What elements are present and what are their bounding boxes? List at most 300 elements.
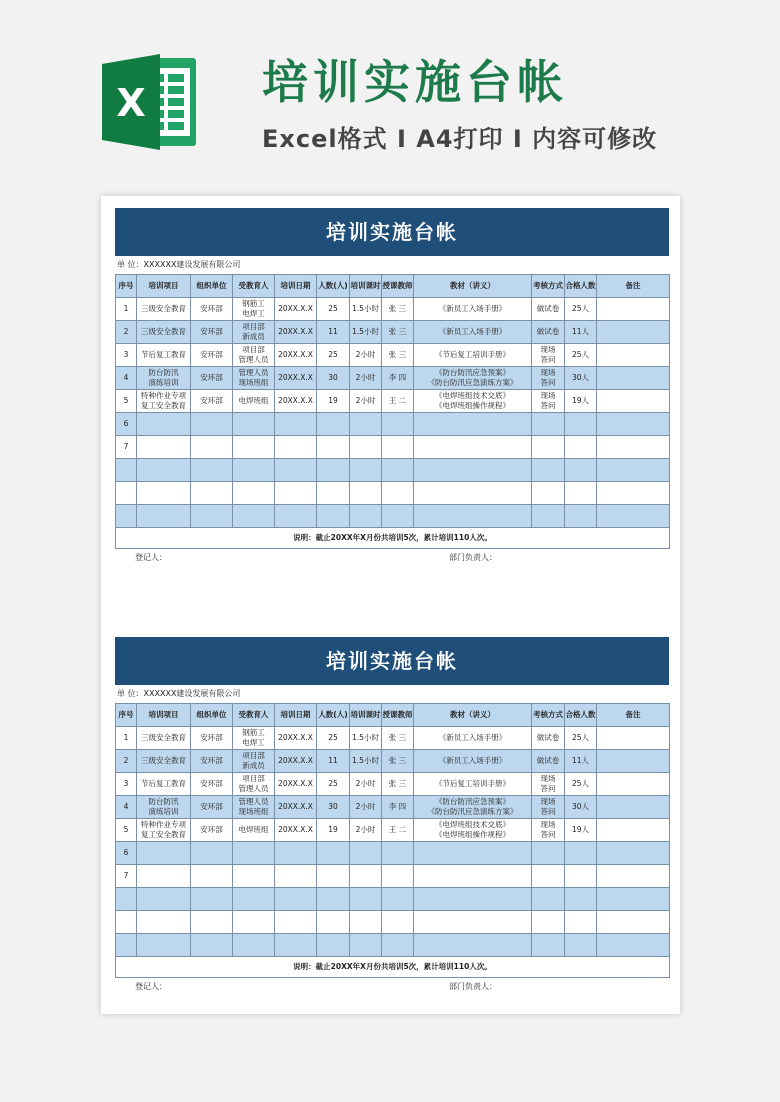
table-cell[interactable] <box>382 505 414 528</box>
table-cell[interactable]: 做试卷 <box>532 298 565 321</box>
table-cell[interactable] <box>275 459 317 482</box>
table-cell[interactable] <box>317 413 350 436</box>
column-header: 序号 <box>116 275 137 298</box>
table-cell[interactable]: 安环部 <box>191 750 233 773</box>
table-row <box>116 750 670 773</box>
table-cell[interactable]: 张 三 <box>382 321 414 344</box>
table-cell[interactable]: 20XX.X.X <box>275 390 317 413</box>
recorder-label: 登记人： <box>135 553 167 562</box>
column-header: 培训日期 <box>275 704 317 727</box>
column-header: 考核方式 <box>532 704 565 727</box>
table-cell[interactable] <box>597 344 670 367</box>
table-cell[interactable]: 《新员工入场手册》 <box>414 750 532 773</box>
excel-icon-letter: X <box>116 81 146 125</box>
column-header: 授课教师 <box>382 275 414 298</box>
table-cell[interactable] <box>317 842 350 865</box>
table-cell[interactable] <box>414 888 532 911</box>
table-cell[interactable]: 5 <box>116 819 137 842</box>
table-cell[interactable] <box>350 865 382 888</box>
table-row <box>116 888 670 911</box>
table-cell[interactable]: 项目部 新成员 <box>233 750 275 773</box>
table-cell[interactable]: 20XX.X.X <box>275 773 317 796</box>
table-cell[interactable] <box>116 482 137 505</box>
column-header: 教材（讲义） <box>414 275 532 298</box>
table-cell[interactable] <box>565 459 597 482</box>
ledger-sheet-1 <box>115 208 669 567</box>
column-header: 培训课时 <box>350 704 382 727</box>
table-cell[interactable] <box>233 459 275 482</box>
table-cell[interactable] <box>191 482 233 505</box>
table-row <box>116 482 670 505</box>
note-row <box>116 957 670 978</box>
table-cell[interactable] <box>597 888 670 911</box>
table-cell[interactable] <box>350 436 382 459</box>
table-cell[interactable]: 7 <box>116 436 137 459</box>
table-cell[interactable] <box>137 865 191 888</box>
table-cell[interactable] <box>597 390 670 413</box>
table-cell[interactable]: 安环部 <box>191 390 233 413</box>
table-row <box>116 298 670 321</box>
table-cell[interactable] <box>597 505 670 528</box>
table-cell[interactable] <box>597 413 670 436</box>
document-paper <box>101 196 680 1014</box>
table-cell[interactable]: 7 <box>116 865 137 888</box>
table-cell[interactable] <box>191 865 233 888</box>
table-cell[interactable] <box>565 934 597 957</box>
table-row <box>116 321 670 344</box>
column-header: 受教育人 <box>233 704 275 727</box>
table-cell[interactable]: 25人 <box>565 344 597 367</box>
table-cell[interactable] <box>116 911 137 934</box>
table-cell[interactable]: 3 <box>116 344 137 367</box>
column-header: 培训课时 <box>350 275 382 298</box>
table-cell[interactable] <box>597 865 670 888</box>
table-cell[interactable] <box>350 911 382 934</box>
table-cell[interactable]: 20XX.X.X <box>275 367 317 390</box>
table-cell[interactable]: 现场 答问 <box>532 796 565 819</box>
table-cell[interactable] <box>532 482 565 505</box>
column-header: 人数(人) <box>317 704 350 727</box>
table-cell[interactable] <box>191 459 233 482</box>
table-cell[interactable] <box>382 934 414 957</box>
table-cell[interactable]: 20XX.X.X <box>275 727 317 750</box>
table-cell[interactable]: 安环部 <box>191 773 233 796</box>
table-cell[interactable]: 20XX.X.X <box>275 796 317 819</box>
column-header: 培训项目 <box>137 704 191 727</box>
table-cell[interactable]: 现场 答问 <box>532 367 565 390</box>
table-cell[interactable]: 王 二 <box>382 390 414 413</box>
table-cell[interactable] <box>532 888 565 911</box>
table-cell[interactable] <box>382 482 414 505</box>
table-cell[interactable]: 《防台防汛应急预案》 《防台防汛应急演练方案》 <box>414 367 532 390</box>
table-row <box>116 934 670 957</box>
table-cell[interactable] <box>597 911 670 934</box>
table-cell[interactable]: 20XX.X.X <box>275 321 317 344</box>
table-cell[interactable] <box>565 911 597 934</box>
table-cell[interactable]: 1.5小时 <box>350 321 382 344</box>
table-cell[interactable] <box>597 367 670 390</box>
table-cell[interactable] <box>382 842 414 865</box>
table-cell[interactable] <box>233 413 275 436</box>
table-cell[interactable]: 特种作业专项 复工安全教育 <box>137 819 191 842</box>
table-cell[interactable]: 三级安全教育 <box>137 727 191 750</box>
table-cell[interactable] <box>233 505 275 528</box>
table-cell[interactable]: 节后复工教育 <box>137 773 191 796</box>
table-cell[interactable]: 项目部 管理人员 <box>233 344 275 367</box>
table-cell[interactable]: 2小时 <box>350 796 382 819</box>
table-cell[interactable] <box>191 888 233 911</box>
table-cell[interactable] <box>597 727 670 750</box>
table-cell[interactable] <box>116 888 137 911</box>
note-row <box>116 528 670 549</box>
column-header: 组织单位 <box>191 704 233 727</box>
table-cell[interactable]: 25 <box>317 773 350 796</box>
table-cell[interactable]: 《新员工入场手册》 <box>414 321 532 344</box>
table-cell[interactable]: 2 <box>116 321 137 344</box>
table-cell[interactable] <box>597 436 670 459</box>
table-cell[interactable]: 25人 <box>565 727 597 750</box>
table-cell[interactable] <box>414 436 532 459</box>
table-cell[interactable]: 25 <box>317 298 350 321</box>
table-cell[interactable] <box>233 934 275 957</box>
table-cell[interactable]: 安环部 <box>191 796 233 819</box>
table-cell[interactable]: 6 <box>116 842 137 865</box>
table-cell[interactable]: 管理人员 现场班组 <box>233 796 275 819</box>
table-cell[interactable]: 30 <box>317 796 350 819</box>
table-cell[interactable] <box>191 413 233 436</box>
page-header <box>0 0 780 185</box>
table-row <box>116 727 670 750</box>
table-cell[interactable]: 1.5小时 <box>350 727 382 750</box>
table-cell[interactable] <box>137 842 191 865</box>
table-cell[interactable] <box>597 934 670 957</box>
table-cell[interactable]: 特种作业专项 复工安全教育 <box>137 390 191 413</box>
table-cell[interactable]: 张 三 <box>382 344 414 367</box>
table-cell[interactable] <box>116 934 137 957</box>
table-cell[interactable]: 19人 <box>565 390 597 413</box>
table-cell[interactable] <box>137 413 191 436</box>
table-cell[interactable]: 1 <box>116 727 137 750</box>
table-cell[interactable]: 管理人员 现场班组 <box>233 367 275 390</box>
table-cell[interactable]: 25人 <box>565 773 597 796</box>
table-cell[interactable] <box>317 482 350 505</box>
sheet-title: 培训实施台帐 <box>115 208 669 256</box>
table-cell[interactable]: 防台防汛 演练培训 <box>137 796 191 819</box>
table-cell[interactable] <box>317 865 350 888</box>
table-cell[interactable]: 6 <box>116 413 137 436</box>
sheet-footer <box>115 549 669 567</box>
table-cell[interactable] <box>414 842 532 865</box>
table-cell[interactable]: 2小时 <box>350 367 382 390</box>
page-subtitle: Excel格式 I A4打印 I 内容可修改 <box>262 125 658 153</box>
table-cell[interactable] <box>414 505 532 528</box>
table-cell[interactable]: 1.5小时 <box>350 750 382 773</box>
table-cell[interactable] <box>137 436 191 459</box>
table-cell[interactable]: 李 四 <box>382 367 414 390</box>
table-cell[interactable] <box>532 505 565 528</box>
table-cell[interactable]: 安环部 <box>191 298 233 321</box>
table-row <box>116 505 670 528</box>
table-cell[interactable]: 项目部 新成员 <box>233 321 275 344</box>
table-cell[interactable]: 项目部 管理人员 <box>233 773 275 796</box>
table-cell[interactable]: 张 三 <box>382 727 414 750</box>
table-cell[interactable] <box>532 413 565 436</box>
table-cell[interactable]: 19 <box>317 390 350 413</box>
table-cell[interactable] <box>350 842 382 865</box>
table-cell[interactable]: 《新员工入场手册》 <box>414 727 532 750</box>
table-cell[interactable] <box>275 888 317 911</box>
table-cell[interactable] <box>597 773 670 796</box>
table-cell[interactable] <box>350 888 382 911</box>
table-cell[interactable] <box>382 413 414 436</box>
table-cell[interactable] <box>532 865 565 888</box>
table-cell[interactable] <box>350 413 382 436</box>
table-cell[interactable] <box>532 934 565 957</box>
table-cell[interactable]: 11 <box>317 321 350 344</box>
company-line: 单 位：XXXXXX建设发展有限公司 <box>117 689 241 698</box>
table-cell[interactable] <box>275 482 317 505</box>
table-cell[interactable] <box>317 436 350 459</box>
table-cell[interactable] <box>350 482 382 505</box>
table-cell[interactable]: 25 <box>317 344 350 367</box>
table-cell[interactable]: 安环部 <box>191 344 233 367</box>
table-cell[interactable]: 钢筋工 电焊工 <box>233 727 275 750</box>
table-cell[interactable] <box>414 911 532 934</box>
table-cell[interactable] <box>191 934 233 957</box>
table-row <box>116 344 670 367</box>
table-cell[interactable] <box>317 911 350 934</box>
table-row <box>116 413 670 436</box>
table-cell[interactable] <box>233 842 275 865</box>
table-cell[interactable]: 3 <box>116 773 137 796</box>
table-cell[interactable]: 李 四 <box>382 796 414 819</box>
table-cell[interactable]: 现场 答问 <box>532 390 565 413</box>
table-cell[interactable] <box>532 911 565 934</box>
table-cell[interactable] <box>137 459 191 482</box>
table-cell[interactable]: 25人 <box>565 298 597 321</box>
table-cell[interactable]: 节后复工教育 <box>137 344 191 367</box>
table-cell[interactable]: 11 <box>317 750 350 773</box>
table-cell[interactable] <box>191 911 233 934</box>
column-header: 备注 <box>597 275 670 298</box>
table-cell[interactable]: 《节后复工培训手册》 <box>414 344 532 367</box>
table-cell[interactable] <box>275 865 317 888</box>
table-cell[interactable] <box>597 750 670 773</box>
table-cell[interactable] <box>191 505 233 528</box>
table-cell[interactable]: 三级安全教育 <box>137 298 191 321</box>
table-cell[interactable]: 《新员工入场手册》 <box>414 298 532 321</box>
table-cell[interactable]: 11人 <box>565 321 597 344</box>
table-row <box>116 819 670 842</box>
table-row <box>116 390 670 413</box>
table-cell[interactable]: 安环部 <box>191 819 233 842</box>
table-cell[interactable] <box>350 459 382 482</box>
table-row <box>116 796 670 819</box>
table-cell[interactable] <box>275 436 317 459</box>
table-cell[interactable] <box>317 505 350 528</box>
table-cell[interactable] <box>382 459 414 482</box>
table-cell[interactable]: 《节后复工培训手册》 <box>414 773 532 796</box>
table-cell[interactable]: 2 <box>116 750 137 773</box>
table-cell[interactable] <box>382 865 414 888</box>
table-row <box>116 865 670 888</box>
table-cell[interactable]: 5 <box>116 390 137 413</box>
table-cell[interactable] <box>414 934 532 957</box>
table-cell[interactable]: 4 <box>116 796 137 819</box>
table-cell[interactable] <box>597 459 670 482</box>
table-cell[interactable] <box>532 436 565 459</box>
table-cell[interactable] <box>414 865 532 888</box>
table-cell[interactable] <box>565 436 597 459</box>
table-cell[interactable] <box>565 413 597 436</box>
table-cell[interactable]: 王 二 <box>382 819 414 842</box>
table-cell[interactable] <box>116 459 137 482</box>
table-cell[interactable] <box>137 482 191 505</box>
column-header: 合格人数 <box>565 704 597 727</box>
table-cell[interactable] <box>317 888 350 911</box>
table-cell[interactable]: 30人 <box>565 796 597 819</box>
table-cell[interactable]: 安环部 <box>191 321 233 344</box>
column-header: 备注 <box>597 704 670 727</box>
table-cell[interactable]: 4 <box>116 367 137 390</box>
table-cell[interactable]: 安环部 <box>191 727 233 750</box>
page-title: 培训实施台帐 <box>262 55 568 109</box>
column-header: 考核方式 <box>532 275 565 298</box>
table-cell[interactable]: 19人 <box>565 819 597 842</box>
table-cell[interactable]: 钢筋工 电焊工 <box>233 298 275 321</box>
table-cell[interactable]: 做试卷 <box>532 321 565 344</box>
table-cell[interactable]: 2小时 <box>350 819 382 842</box>
table-cell[interactable] <box>382 888 414 911</box>
table-cell[interactable]: 做试卷 <box>532 727 565 750</box>
table-cell[interactable] <box>137 505 191 528</box>
table-cell[interactable]: 20XX.X.X <box>275 750 317 773</box>
table-cell[interactable] <box>597 796 670 819</box>
table-cell[interactable] <box>233 888 275 911</box>
table-cell[interactable]: 20XX.X.X <box>275 819 317 842</box>
table-row <box>116 436 670 459</box>
table-cell[interactable]: 张 三 <box>382 773 414 796</box>
table-cell[interactable] <box>137 888 191 911</box>
table-cell[interactable]: 张 三 <box>382 750 414 773</box>
table-cell[interactable] <box>565 482 597 505</box>
table-cell[interactable] <box>275 505 317 528</box>
table-cell[interactable]: 《防台防汛应急预案》 《防台防汛应急演练方案》 <box>414 796 532 819</box>
table-cell[interactable]: 30人 <box>565 367 597 390</box>
table-cell[interactable]: 2小时 <box>350 344 382 367</box>
table-cell[interactable] <box>597 819 670 842</box>
table-cell[interactable] <box>275 413 317 436</box>
table-cell[interactable]: 25 <box>317 727 350 750</box>
column-header: 授课教师 <box>382 704 414 727</box>
column-header: 合格人数 <box>565 275 597 298</box>
column-header: 培训项目 <box>137 275 191 298</box>
table-cell[interactable]: 做试卷 <box>532 750 565 773</box>
ledger-table <box>115 274 670 549</box>
table-cell[interactable] <box>414 482 532 505</box>
ledger-sheet-2 <box>115 637 669 996</box>
table-cell[interactable]: 《电焊班组技术交底》 《电焊班组操作规程》 <box>414 819 532 842</box>
table-cell[interactable]: 20XX.X.X <box>275 298 317 321</box>
sheet-footer <box>115 978 669 996</box>
table-cell[interactable]: 现场 答问 <box>532 344 565 367</box>
table-cell[interactable] <box>597 482 670 505</box>
table-cell[interactable] <box>233 865 275 888</box>
table-cell[interactable] <box>565 842 597 865</box>
table-cell[interactable]: 30 <box>317 367 350 390</box>
table-cell[interactable] <box>414 459 532 482</box>
table-cell[interactable] <box>382 911 414 934</box>
note-text: 说明：截止20XX年X月份共培训5次，累计培训110人次。 <box>116 528 670 549</box>
table-cell[interactable] <box>233 911 275 934</box>
table-cell[interactable] <box>233 436 275 459</box>
table-cell[interactable] <box>565 505 597 528</box>
table-cell[interactable]: 安环部 <box>191 367 233 390</box>
table-row <box>116 842 670 865</box>
table-cell[interactable]: 11人 <box>565 750 597 773</box>
note-text: 说明：截止20XX年X月份共培训5次，累计培训110人次。 <box>116 957 670 978</box>
column-header: 教材（讲义） <box>414 704 532 727</box>
table-row <box>116 911 670 934</box>
table-cell[interactable] <box>565 865 597 888</box>
table-cell[interactable] <box>137 934 191 957</box>
table-cell[interactable] <box>191 436 233 459</box>
table-cell[interactable]: 20XX.X.X <box>275 344 317 367</box>
table-cell[interactable] <box>597 842 670 865</box>
table-cell[interactable] <box>275 934 317 957</box>
table-cell[interactable]: 1 <box>116 298 137 321</box>
table-cell[interactable]: 《电焊班组技术交底》 《电焊班组操作规程》 <box>414 390 532 413</box>
company-line: 单 位：XXXXXX建设发展有限公司 <box>117 260 241 269</box>
table-cell[interactable]: 电焊班组 <box>233 390 275 413</box>
dept-head-label: 部门负责人： <box>449 982 497 991</box>
table-cell[interactable] <box>597 298 670 321</box>
table-cell[interactable]: 2小时 <box>350 390 382 413</box>
table-cell[interactable] <box>137 911 191 934</box>
table-cell[interactable] <box>233 482 275 505</box>
table-cell[interactable]: 1.5小时 <box>350 298 382 321</box>
table-cell[interactable] <box>275 911 317 934</box>
table-cell[interactable] <box>191 842 233 865</box>
table-cell[interactable] <box>597 321 670 344</box>
table-cell[interactable] <box>414 413 532 436</box>
dept-head-label: 部门负责人： <box>449 553 497 562</box>
table-cell[interactable] <box>317 459 350 482</box>
table-cell[interactable]: 现场 答问 <box>532 773 565 796</box>
table-cell[interactable]: 现场 答问 <box>532 819 565 842</box>
table-row <box>116 367 670 390</box>
table-cell[interactable] <box>116 505 137 528</box>
table-cell[interactable] <box>317 934 350 957</box>
column-header: 培训日期 <box>275 275 317 298</box>
column-header: 组织单位 <box>191 275 233 298</box>
table-cell[interactable] <box>532 842 565 865</box>
table-cell[interactable]: 张 三 <box>382 298 414 321</box>
table-cell[interactable]: 电焊班组 <box>233 819 275 842</box>
table-row <box>116 459 670 482</box>
table-cell[interactable]: 19 <box>317 819 350 842</box>
table-cell[interactable] <box>275 842 317 865</box>
table-cell[interactable] <box>565 888 597 911</box>
table-cell[interactable]: 防台防汛 演练培训 <box>137 367 191 390</box>
table-cell[interactable] <box>382 436 414 459</box>
table-cell[interactable] <box>350 505 382 528</box>
table-cell[interactable]: 三级安全教育 <box>137 321 191 344</box>
table-cell[interactable]: 三级安全教育 <box>137 750 191 773</box>
table-cell[interactable]: 2小时 <box>350 773 382 796</box>
table-cell[interactable] <box>350 934 382 957</box>
table-cell[interactable] <box>532 459 565 482</box>
